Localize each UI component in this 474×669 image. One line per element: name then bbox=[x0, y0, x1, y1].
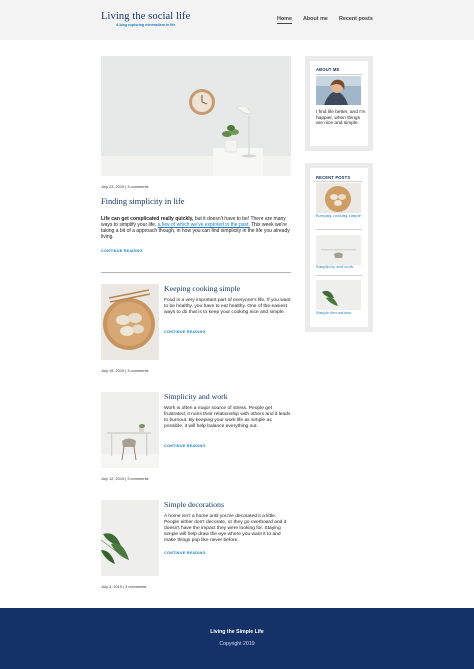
featured-lead: Life can get complicated really quickly, bbox=[101, 216, 194, 222]
site-footer bbox=[0, 608, 474, 669]
nav-recent-posts[interactable]: Recent posts bbox=[339, 16, 373, 22]
recent-post-link[interactable]: Keeping cooking simple bbox=[316, 213, 361, 218]
nav-about-me[interactable]: About me bbox=[303, 16, 328, 22]
site-tagline: A blog exploring minimalism in life bbox=[116, 23, 176, 27]
post-meta: July 12, 2019 | 3 comments bbox=[101, 476, 149, 481]
site-title[interactable]: Living the social life bbox=[101, 11, 191, 22]
featured-text-1: but it doesn't have to be! There are many ways to simplify your life, bbox=[101, 216, 286, 228]
post-thumbnail-decorations[interactable] bbox=[101, 500, 159, 576]
post-title[interactable]: Simplicity and work bbox=[164, 392, 228, 401]
recent-post-link[interactable]: Simplicity and work bbox=[316, 264, 354, 269]
about-divider bbox=[316, 74, 362, 75]
recent-divider bbox=[316, 229, 362, 230]
recent-post-thumb[interactable] bbox=[316, 280, 361, 310]
author-avatar bbox=[316, 76, 361, 105]
featured-continue-reading[interactable]: CONTINUE READING bbox=[101, 249, 143, 253]
post-meta: July 3, 2019 | 3 comments bbox=[101, 584, 147, 589]
post-thumbnail-cooking[interactable] bbox=[101, 284, 159, 360]
recent-post-thumb[interactable] bbox=[316, 183, 361, 213]
recent-post-thumb[interactable] bbox=[316, 235, 361, 265]
featured-text-2: This week we're taking a bit of a approach though, in how you can find simplicity in the life you already living. bbox=[101, 221, 290, 240]
recent-post-link[interactable]: Simple decorations bbox=[316, 310, 352, 315]
post-title[interactable]: Keeping cooking simple bbox=[164, 284, 241, 293]
post-meta: July 19, 2019 | 3 comments bbox=[101, 368, 149, 373]
post-thumbnail-work[interactable] bbox=[101, 392, 159, 468]
about-heading: ABOUT ME bbox=[316, 67, 340, 72]
featured-image[interactable] bbox=[101, 56, 291, 176]
recent-posts-heading: RECENT POSTS bbox=[316, 175, 351, 180]
footer-copyright: Copyright 2019 bbox=[219, 641, 255, 647]
site-header bbox=[0, 0, 474, 40]
recent-divider bbox=[316, 181, 362, 182]
divider bbox=[101, 272, 291, 273]
featured-meta: July 23, 2019 | 3 comments bbox=[101, 184, 149, 189]
featured-inline-link[interactable]: a few of which we've explored in the past. bbox=[157, 221, 250, 228]
post-continue-reading[interactable]: CONTINUE READING bbox=[164, 444, 206, 448]
post-continue-reading[interactable]: CONTINUE READING bbox=[164, 330, 206, 334]
post-title[interactable]: Simple decorations bbox=[164, 500, 224, 509]
featured-title[interactable]: Finding simplicity in life bbox=[101, 197, 185, 206]
featured-excerpt bbox=[101, 217, 293, 241]
post-excerpt: Food is a very important part of everyone's life. If you want to be healthy, you have to eat healthy. One of the easiest ways to do that is to keep your cooking nice and simple. bbox=[164, 298, 291, 315]
nav-home[interactable]: Home bbox=[277, 16, 292, 22]
footer-title: Living the Simple Life bbox=[210, 629, 264, 635]
post-excerpt: Work is often a major source of stress. People get frustrated, it ruins their relationship with others and it leads to burnout. By keeping your work life as simple as possible, it will help balance everything out. bbox=[164, 406, 291, 429]
about-text: I find life better, and I'm happier, when things are nice and simple. bbox=[316, 110, 366, 127]
recent-divider bbox=[316, 275, 362, 276]
post-continue-reading[interactable]: CONTINUE READING bbox=[164, 551, 206, 555]
post-excerpt: A home isn't a home until you've decorated it a little. People either don't decorate, or they go overboard and it doesn't have the impact they were looking for. Staying simple will help draw the eye where you want it to and make things pop like never before. bbox=[164, 514, 287, 543]
